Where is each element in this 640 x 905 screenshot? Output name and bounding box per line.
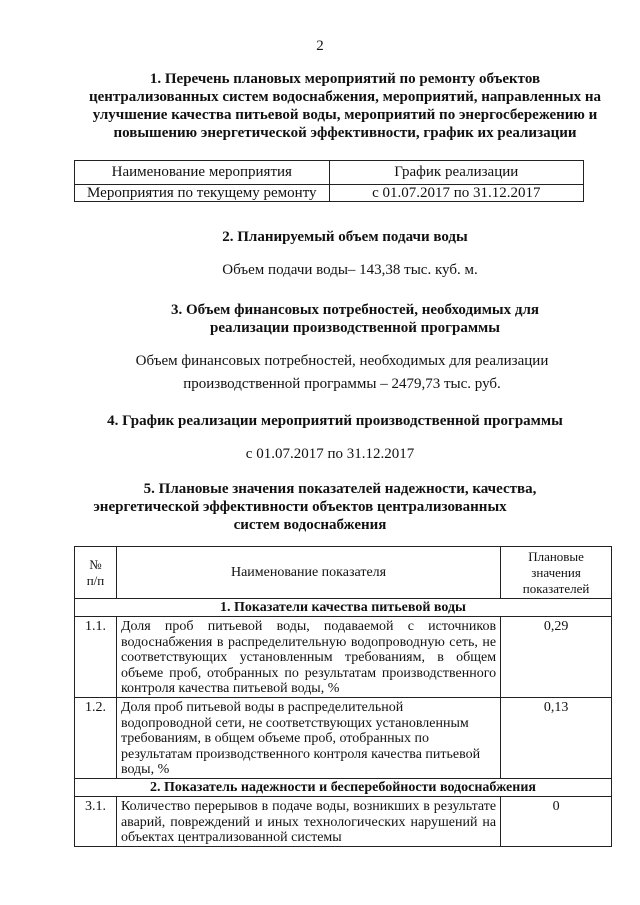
- indicator-description: Количество перерывов в подаче воды, возникших в результате аварий, повреждений и иных технологических нарушений на объектах централизованной системы: [116, 796, 500, 846]
- activities-table: [74, 160, 584, 202]
- activities-cell-schedule: с 01.07.2017 по 31.12.2017: [329, 185, 583, 202]
- header-value-line: показателей: [522, 580, 590, 596]
- indicators-group-heading: 2. Показатель надежности и бесперебойности водоснабжения: [75, 778, 612, 796]
- section3-text: [52, 350, 632, 396]
- section3-text-line: производственной программы – 2479,73 тыс. руб.: [183, 376, 501, 392]
- header-number-line: п/п: [86, 572, 105, 588]
- header-value-line: значения: [531, 564, 581, 580]
- section5-title-line: систем водоснабжения: [233, 517, 387, 533]
- section3-title-line: 3. Объем финансовых потребностей, необходимых для: [170, 302, 540, 318]
- section2-title: 2. Планируемый объем подачи воды: [222, 229, 468, 245]
- indicator-number: 1.1.: [75, 617, 117, 698]
- section3-title-line: реализации производственной программы: [210, 320, 500, 336]
- section3-text-line: Объем финансовых потребностей, необходимых для реализации: [135, 353, 549, 369]
- indicator-number: 3.1.: [75, 796, 117, 846]
- indicator-number: 1.2.: [75, 697, 117, 778]
- section5-title-line: энергетической эффективности объектов централизованных: [93, 499, 507, 515]
- section1-title-line: повышению энергетической эффективности, график их реализации: [113, 125, 577, 141]
- indicators-header-name: Наименование показателя: [116, 547, 500, 599]
- indicators-header-number: [75, 547, 117, 599]
- section4-text: с 01.07.2017 по 31.12.2017: [245, 446, 415, 462]
- section2-text: Объем подачи воды– 143,38 тыс. куб. м.: [222, 262, 478, 278]
- section1-title-line: улучшение качества питьевой воды, мероприятий по энергосбережению и: [92, 107, 598, 123]
- section5-title-line: 5. Плановые значения показателей надежности, качества,: [143, 481, 537, 497]
- activities-cell-name: Мероприятия по текущему ремонту: [75, 185, 330, 202]
- section3-title: [65, 301, 640, 337]
- section1-title-line: централизованных систем водоснабжения, мероприятий, направленных на: [88, 89, 602, 105]
- indicator-value: 0,29: [501, 617, 612, 698]
- section1-title: [40, 70, 640, 142]
- indicators-table: [74, 546, 612, 847]
- activities-header-schedule: График реализации: [329, 161, 583, 185]
- indicator-description: Доля проб питьевой воды в распределительной водопроводной сети, не соответствующих установленным требованиям, в общем объеме проб, отобранных по результатам производственного контроля качества питьевой воды, %: [116, 697, 500, 778]
- indicators-header-value: [501, 547, 612, 599]
- section5-title: [40, 480, 640, 534]
- header-number-line: №: [89, 556, 102, 572]
- header-value-line: Плановые: [528, 548, 584, 564]
- indicator-description: Доля проб питьевой воды, подаваемой с источников водоснабжения в распределительную водопроводную сеть, не соответствующих установленным требованиям, в общем объеме проб, отобранных по результатам производственного контроля качества питьевой воды, %: [116, 617, 500, 698]
- indicator-value: 0,13: [501, 697, 612, 778]
- section4-title: 4. График реализации мероприятий производственной программы: [107, 413, 563, 429]
- section1-title-line: 1. Перечень плановых мероприятий по ремонту объектов: [149, 71, 541, 87]
- indicator-value: 0: [501, 796, 612, 846]
- activities-header-name: Наименование мероприятия: [75, 161, 330, 185]
- page-number: 2: [316, 38, 324, 54]
- indicators-group-heading: 1. Показатели качества питьевой воды: [75, 599, 612, 617]
